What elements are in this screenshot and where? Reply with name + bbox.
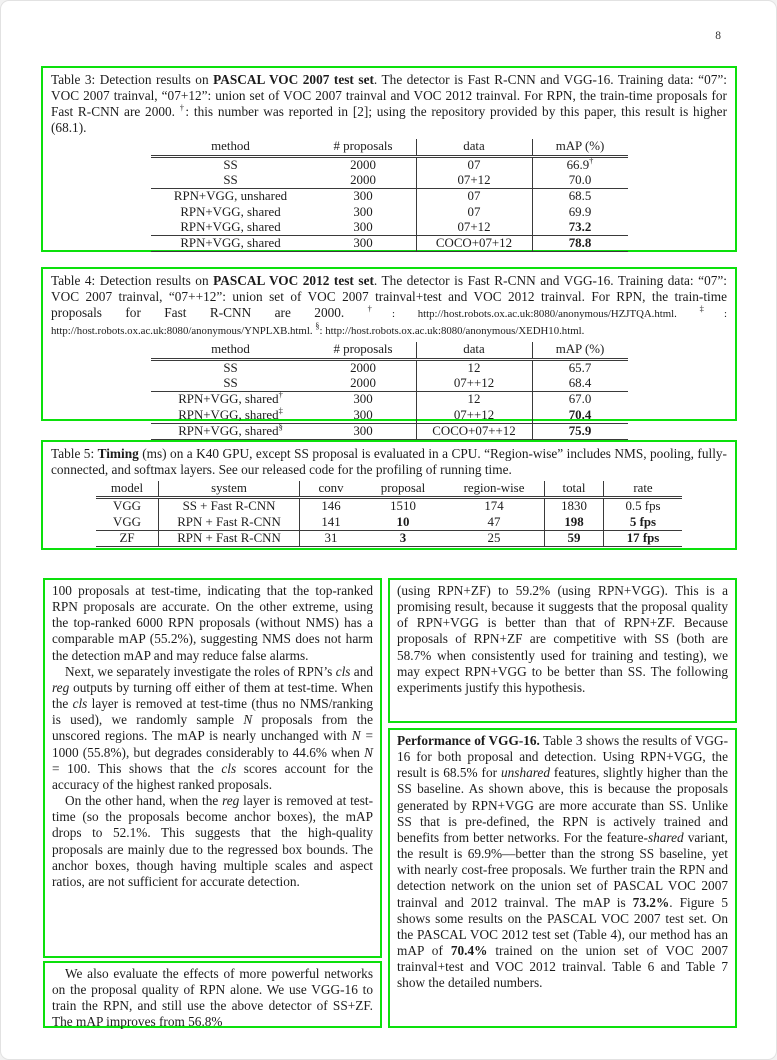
text-segment: region-wise [463,481,525,496]
text-segment: 2000 [350,360,376,375]
table-cell [151,405,311,424]
table4-caption [43,269,735,340]
text-segment: : this number was reported in [2]; using the repository provided by this paper, this result is higher (68.1). [51,104,728,136]
table-row [151,189,628,205]
table-cell [532,359,628,376]
table-row [151,392,628,408]
table-row [151,376,628,392]
right-column-box-2 [388,728,737,1028]
table-cell [362,515,444,531]
text-segment: features, slightly higher than the SS baseline. As shown above, this is because the proposals generated by RPN+VGG are more accurate than SS. Unlike SS that is pre-defined, the RPN is actively trained and benefits from better networks. For the feature- [397,765,729,845]
text-segment: 07++12 [453,407,495,422]
text-segment: : [319,325,326,338]
text-segment: 141 [321,514,341,529]
table-cell [96,531,159,547]
text-segment: 2000 [350,157,376,172]
table-cell [311,173,417,189]
text-segment: unshared [500,765,550,781]
left-column-box-2 [43,961,382,1028]
text-segment: 70.0 [568,172,592,187]
text-segment: SS [223,360,238,375]
text-segment: cls [72,696,88,712]
table-cell [416,359,532,376]
table-cell [416,205,532,220]
text-segment: † [589,155,594,166]
text-segment: RPN+VGG, shared [180,236,281,251]
text-segment: N [351,728,361,744]
table-cell [545,498,604,515]
text-segment: Next, we separately investigate the roles of RPN’s [65,663,336,679]
table-cell [159,498,300,515]
column-header [545,481,604,498]
column-header [311,139,417,156]
table-cell [545,531,604,547]
table-header-row [151,342,628,359]
table-cell [311,189,417,205]
table-cell [159,531,300,547]
table3 [43,139,735,252]
text-segment: 73.2 [568,219,592,234]
text-segment: layer is removed at test-time (so the proposals become anchor boxes), the mAP drops to 52.1%. This suggests that the high-quality proposals are mainly due to the regressed box bounds. The anchor boxes, though having multiple scales and aspect ratios, are not sufficient for accurate detection. [52,793,373,889]
text-segment: 3 [399,531,407,546]
text-segment: . The detector is Fast R-CNN and VGG-16. Training data: “07”: VOC 2007 trainval, “07+12”: union set of VOC 2007 trainval and VOC 2012 trainval. For RPN, the train-time proposals for Fast R-CNN are 2000. [51,72,727,120]
table3-caption [43,68,735,137]
table-cell [416,156,532,173]
table-cell [416,189,532,205]
table-cell [545,515,604,531]
text-segment: proposal [380,481,426,496]
table-cell [532,220,628,236]
text-segment: 300 [353,219,373,234]
text-segment: SS [223,375,238,390]
text-segment: 31 [324,531,338,546]
text-segment: rate [633,481,653,496]
table-cell [532,156,628,173]
text-segment: COCO+07++12 [432,423,516,438]
text-segment: VGG [113,514,141,529]
text-segment: model [110,481,144,496]
table-cell [416,408,532,424]
paragraph [397,583,728,696]
text-segment: Table 5: [51,446,98,461]
column-header [416,139,532,156]
table-cell [311,220,417,236]
column-header [311,342,417,359]
table-cell [604,498,683,515]
text-segment: † [367,303,392,314]
column-header [151,139,311,156]
table-cell [159,515,300,531]
text-segment: reg [222,793,240,809]
text-segment: 47 [487,514,501,529]
text-segment: 300 [353,423,373,438]
table3-annotation-box [41,66,737,252]
text-segment: mAP (%) [555,139,605,154]
text-segment: Timing [97,446,139,461]
text-segment: system [211,481,247,496]
text-segment: 198 [564,514,584,529]
text-segment: RPN+VGG, shared [180,204,281,219]
table-row [151,359,628,376]
text-segment: § [278,421,283,432]
paragraph [52,966,373,1031]
text-segment: conv [318,481,344,496]
table-cell [300,498,363,515]
table-cell [444,498,545,515]
table-cell [311,408,417,424]
text-segment: RPN+VGG, shared [180,219,281,234]
text-segment: 12 [467,360,481,375]
text-segment: 100 proposals at test-time, indicating that the top-ranked RPN proposals are accurate. On the other extreme, using the top-ranked 6000 RPN proposals (without NMS) has a comparable mAP (55.2%), suggesting NMS does not harm the detection mAP and may reduce false alarms. [52,583,373,663]
text-segment: 300 [353,392,373,407]
table-cell [311,156,417,173]
text-segment: # proposals [333,139,393,154]
text-segment: 59 [567,531,581,546]
text-segment: RPN+VGG, shared [178,423,279,438]
text-segment: proposals from the unscored regions. The mAP is nearly unchanged with [52,712,373,744]
table-row [151,236,628,252]
table-row [151,220,628,236]
data-table [151,342,628,440]
text-segment: 300 [353,407,373,422]
table-cell [416,173,532,189]
text-segment: shared [647,829,684,845]
text-segment: 0.5 fps [625,499,661,514]
text-segment: total [562,481,586,496]
text-segment: 300 [353,189,373,204]
text-segment: method [211,342,250,357]
text-segment: 1510 [390,499,416,514]
paragraph [52,583,373,664]
text-segment: mAP (%) [555,342,605,357]
text-segment: data [463,139,485,154]
table-header-row [96,481,682,498]
text-segment: VGG [113,499,141,514]
table-cell [362,498,444,515]
table-cell [532,392,628,408]
text-segment: 1830 [561,499,587,514]
text-segment: layer is removed at test-time (thus no NMS/ranking is used), we randomly sample [52,696,373,728]
table-cell [604,531,683,547]
text-segment: 2000 [350,375,376,390]
table-cell [532,408,628,424]
table-cell [311,236,417,252]
text-segment: † [278,389,283,400]
text-segment: § [315,320,320,331]
text-segment: 07+12 [457,219,491,234]
table-cell [444,531,545,547]
data-table [151,139,628,252]
table-cell [416,220,532,236]
paragraph [52,664,373,793]
text-segment: cls [221,760,237,776]
text-segment: † [179,102,186,113]
text-segment: 07 [467,204,481,219]
text-segment: Table 3: Detection results on [51,72,214,87]
table-cell [151,220,311,236]
text-segment: 67.0 [568,392,592,407]
page-number: 8 [715,30,721,42]
text-segment: 2000 [350,172,376,187]
text-segment: Performance of VGG-16. [397,733,540,748]
text-segment: N [364,744,373,760]
table5-caption [43,442,735,479]
text-segment: 69.9 [568,204,592,219]
table-cell [416,423,532,439]
table-cell [151,359,311,376]
table-cell [151,423,311,439]
text-segment: RPN + Fast R-CNN [177,514,281,529]
text-segment: N [243,712,253,728]
text-segment: 70.4% [450,943,488,959]
table-cell [416,236,532,252]
table-cell [151,156,311,173]
text-segment: Table 3 shows the results of VGG-16 for both proposal and detection. Using RPN+VGG, the result is 68.5% for [397,733,728,781]
text-segment: 146 [321,499,341,514]
text-segment: . The detector is Fast R-CNN and VGG-16. Training data: “07”: VOC 2007 trainval, “07++12”: union set of VOC 2007 trainval+test and VOC 2012 trainval. For RPN, the train-time proposals for Fast R-CNN are 2000. [51,273,727,321]
text-segment: 07 [467,157,481,172]
column-header [300,481,363,498]
text-segment: and [350,663,373,679]
column-header [151,342,311,359]
text-segment: 07++12 [453,375,495,390]
column-header [444,481,545,498]
table-cell [362,531,444,547]
table-header-row [151,139,628,156]
table-cell [444,515,545,531]
table5-annotation-box [41,440,737,550]
text-segment: ‡ [278,405,283,416]
table-row [96,531,682,547]
text-segment: 65.7 [568,360,592,375]
text-segment: method [211,139,250,154]
column-header [362,481,444,498]
table-cell [151,376,311,392]
text-segment: Table 4: Detection results on [51,273,214,288]
text-segment: RPN+VGG, unshared [173,189,288,204]
text-segment: # proposals [333,342,393,357]
text-segment: outputs by turning off either of them at test-time. When the [52,679,373,712]
text-segment: PASCAL VOC 2007 test set [213,72,374,87]
table-cell [311,376,417,392]
table-cell [532,189,628,205]
table4 [43,342,735,440]
text-segment: RPN+VGG, shared [178,392,279,407]
text-segment: : [391,308,418,321]
text-segment: 75.9 [568,423,592,438]
column-header [96,481,159,498]
text-segment: 12 [467,392,481,407]
text-segment: http://host.robots.ox.ac.uk:8080/anonymous/YNPLXB.html. [51,325,316,338]
table-cell [96,515,159,531]
paragraph [52,793,373,890]
table-cell [532,423,628,439]
text-segment: = 1000 (55.8%), but degrades considerably to 44.6% when [52,728,373,760]
table-cell [311,205,417,220]
table-cell [532,376,628,392]
text-segment: 174 [484,499,504,514]
table-cell [416,376,532,392]
text-segment: reg [52,679,70,695]
column-header [532,139,628,156]
column-header [532,342,628,359]
text-segment: . Figure 5 shows some results on the PASCAL VOC 2007 test set. On the PASCAL VOC 2012 test set (Table 4), our method has an mAP of [397,894,728,959]
table-row [151,173,628,189]
text-segment: trained on the union set of VOC 2007 trainval+test and VOC 2012 trainval. Table 6 and Table 7 show the detailed numbers. [397,943,728,991]
table-cell [300,515,363,531]
text-segment: SS [223,172,238,187]
text-segment: (ms) on a K40 GPU, except SS proposal is evaluated in a CPU. “Region-wise” includes NMS, pooling, fully-connected, and softmax layers. See our released code for the profiling of running time. [51,446,727,478]
text-segment: PASCAL VOC 2012 test set [213,273,374,288]
text-segment: http://host.robots.ox.ac.uk:8080/anonymous/XEDH10.html. [325,325,585,338]
text-segment: : [724,308,728,321]
text-segment: 68.5 [568,189,592,204]
table-cell [532,205,628,220]
text-segment: SS + Fast R-CNN [182,499,276,514]
table-row [151,423,628,439]
column-header [159,481,300,498]
text-segment: 70.4 [568,407,592,422]
text-segment: data [463,342,485,357]
text-segment: On the other hand, when the [65,793,223,809]
table-row [151,156,628,173]
table-cell [311,423,417,439]
right-column-box-1 [388,578,737,723]
table-cell [311,392,417,408]
table-cell [604,515,683,531]
text-segment: 68.4 [568,375,592,390]
table-row [96,515,682,531]
text-segment: RPN+VGG, shared [178,407,279,422]
table-cell [532,173,628,189]
table-cell [300,531,363,547]
table-cell [151,205,311,220]
table-cell [416,392,532,408]
text-segment: 25 [487,531,501,546]
text-segment: 07+12 [457,172,491,187]
table-row [151,205,628,220]
text-segment: SS [223,157,238,172]
text-segment: COCO+07+12 [435,236,513,251]
text-segment: 17 fps [626,531,660,546]
text-segment: 78.8 [568,236,592,251]
text-segment: 300 [353,204,373,219]
table-cell [151,189,311,205]
table-cell [311,359,417,376]
table-cell [151,173,311,189]
text-segment: 07 [467,189,481,204]
text-segment: scores account for the accuracy of the highest ranked proposals. [52,760,373,792]
table-cell [532,236,628,252]
text-segment: http://host.robots.ox.ac.uk:8080/anonymous/HZJTQA.html. [417,308,700,321]
table-cell [151,236,311,252]
column-header [604,481,683,498]
text-segment: We also evaluate the effects of more powerful networks on the proposal quality of RPN alone. We use VGG-16 to train the RPN, and still use the above detector of SS+ZF. The mAP improves from 56.8% [52,966,373,1030]
text-segment: 5 fps [629,514,657,529]
text-segment: RPN + Fast R-CNN [177,531,281,546]
left-column-box-1 [43,578,382,958]
text-segment: variant, the result is 69.9%—better than the strong SS baseline, yet with nearly cost-free proposals. We further train the RPN and detection network on the union set of PASCAL VOC 2007 trainval and 2012 trainval. The mAP is [397,829,728,910]
table-row [96,498,682,515]
text-segment: 66.9 [566,157,590,172]
column-header [416,342,532,359]
text-segment: cls [335,663,351,679]
table4-annotation-box [41,267,737,438]
paragraph [397,733,728,992]
text-segment: = 100. This shows that the [52,760,222,776]
data-table [96,481,682,547]
text-segment: 300 [353,236,373,251]
table-row [151,408,628,424]
table5 [43,481,735,547]
text-segment: 73.2% [632,894,670,910]
text-segment: 10 [396,514,410,529]
text-segment: (using RPN+ZF) to 59.2% (using RPN+VGG). This is a promising result, because it suggests that the proposal quality of RPN+VGG is better than that of RPN+ZF. Because proposals of RPN+ZF are competitive with SS (both are 58.7% when consistently used for training and testing), we may expect RPN+VGG to be better than SS. The following experiments justify this hypothesis. [397,583,728,695]
text-segment: ZF [119,531,135,546]
text-segment: ‡ [699,303,725,314]
table-cell [96,498,159,515]
table-cell [151,389,311,408]
